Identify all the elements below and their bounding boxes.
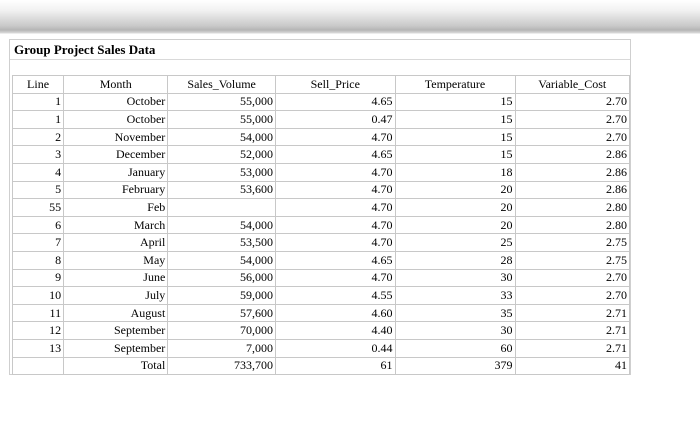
cell-temperature: 18 bbox=[395, 163, 515, 181]
cell-temperature: 28 bbox=[395, 251, 515, 269]
cell-variable-cost: 2.86 bbox=[515, 181, 630, 199]
cell-sell-price: 4.65 bbox=[276, 251, 396, 269]
column-header-sell-price: Sell_Price bbox=[276, 76, 396, 94]
cell-sell-price: 4.65 bbox=[276, 93, 396, 111]
cell-line: 11 bbox=[13, 304, 64, 322]
cell-temperature: 20 bbox=[395, 216, 515, 234]
table-row bbox=[13, 146, 630, 164]
cell-sales-volume: 55,000 bbox=[168, 111, 276, 129]
cell-temperature: 30 bbox=[395, 269, 515, 287]
table-row bbox=[13, 339, 630, 357]
cell-variable-cost: 2.86 bbox=[515, 146, 630, 164]
cell-variable-cost: 2.71 bbox=[515, 339, 630, 357]
cell-sell-price: 0.47 bbox=[276, 111, 396, 129]
cell-variable-cost: 2.75 bbox=[515, 251, 630, 269]
cell-variable-cost: 2.86 bbox=[515, 163, 630, 181]
column-header-variable-cost: Variable_Cost bbox=[515, 76, 630, 94]
total-row bbox=[13, 357, 630, 375]
cell-variable-cost: 2.71 bbox=[515, 322, 630, 340]
table-row bbox=[13, 287, 630, 305]
table-row bbox=[13, 111, 630, 129]
table-row bbox=[13, 234, 630, 252]
table-header-row bbox=[13, 76, 630, 94]
column-header-sales-volume: Sales_Volume bbox=[168, 76, 276, 94]
table-row bbox=[13, 269, 630, 287]
cell-temperature: 60 bbox=[395, 339, 515, 357]
cell-sales-volume: 7,000 bbox=[168, 339, 276, 357]
cell-temperature: 15 bbox=[395, 111, 515, 129]
cell-line: 8 bbox=[13, 251, 64, 269]
cell-sell-price: 4.70 bbox=[276, 234, 396, 252]
cell-line: 4 bbox=[13, 163, 64, 181]
table-row bbox=[13, 199, 630, 217]
cell-month: August bbox=[64, 304, 168, 322]
cell-sell-price: 4.70 bbox=[276, 199, 396, 217]
cell-line: 13 bbox=[13, 339, 64, 357]
cell-line: 2 bbox=[13, 128, 64, 146]
cell-month: September bbox=[64, 322, 168, 340]
cell-month: January bbox=[64, 163, 168, 181]
cell-sell-price: 4.70 bbox=[276, 216, 396, 234]
cell-line: 5 bbox=[13, 181, 64, 199]
cell-line: 6 bbox=[13, 216, 64, 234]
cell-variable-cost: 2.80 bbox=[515, 216, 630, 234]
cell-sales-volume: 57,600 bbox=[168, 304, 276, 322]
cell-line: 55 bbox=[13, 199, 64, 217]
cell-sales-volume: 59,000 bbox=[168, 287, 276, 305]
table-body bbox=[13, 93, 630, 375]
cell-sales-volume: 54,000 bbox=[168, 251, 276, 269]
cell-sales-volume: 54,000 bbox=[168, 216, 276, 234]
cell-variable-cost: 2.70 bbox=[515, 128, 630, 146]
table-row bbox=[13, 128, 630, 146]
cell-line: 1 bbox=[13, 111, 64, 129]
cell-sales-volume: 53,000 bbox=[168, 163, 276, 181]
cell-sell-price: 4.55 bbox=[276, 287, 396, 305]
table-row bbox=[13, 181, 630, 199]
column-header-line: Line bbox=[13, 76, 64, 94]
cell-line: 9 bbox=[13, 269, 64, 287]
total-label: Total bbox=[64, 357, 168, 375]
cell-sales-volume: 53,500 bbox=[168, 234, 276, 252]
cell-variable-cost: 2.75 bbox=[515, 234, 630, 252]
cell-variable-cost: 2.70 bbox=[515, 269, 630, 287]
cell-temperature: 25 bbox=[395, 234, 515, 252]
cell-temperature: 30 bbox=[395, 322, 515, 340]
cell-sales-volume: 52,000 bbox=[168, 146, 276, 164]
cell-month: March bbox=[64, 216, 168, 234]
cell-temperature: 20 bbox=[395, 199, 515, 217]
cell-month: December bbox=[64, 146, 168, 164]
cell-sell-price: 4.40 bbox=[276, 322, 396, 340]
table-row bbox=[13, 93, 630, 111]
table-row bbox=[13, 251, 630, 269]
cell-sales-volume: 53,600 bbox=[168, 181, 276, 199]
cell-sell-price: 4.70 bbox=[276, 163, 396, 181]
table-row bbox=[13, 322, 630, 340]
cell-temperature: 15 bbox=[395, 128, 515, 146]
cell-month: July bbox=[64, 287, 168, 305]
cell-month: May bbox=[64, 251, 168, 269]
cell-month: November bbox=[64, 128, 168, 146]
column-header-temperature: Temperature bbox=[395, 76, 515, 94]
cell-sales-volume: 56,000 bbox=[168, 269, 276, 287]
cell-month: October bbox=[64, 93, 168, 111]
cell-sell-price: 0.44 bbox=[276, 339, 396, 357]
cell-month: Feb bbox=[64, 199, 168, 217]
cell-line-empty bbox=[13, 357, 64, 375]
cell-month: June bbox=[64, 269, 168, 287]
cell-line: 1 bbox=[13, 93, 64, 111]
cell-temperature: 15 bbox=[395, 146, 515, 164]
cell-variable-cost: 2.80 bbox=[515, 199, 630, 217]
cell-temperature: 20 bbox=[395, 181, 515, 199]
cell-month: October bbox=[64, 111, 168, 129]
cell-line: 3 bbox=[13, 146, 64, 164]
cell-variable-cost: 2.70 bbox=[515, 287, 630, 305]
cell-temperature: 15 bbox=[395, 93, 515, 111]
cell-temperature: 35 bbox=[395, 304, 515, 322]
total-sales-volume: 733,700 bbox=[168, 357, 276, 375]
cell-sales-volume: 70,000 bbox=[168, 322, 276, 340]
cell-month: February bbox=[64, 181, 168, 199]
table-row bbox=[13, 304, 630, 322]
cell-sell-price: 4.70 bbox=[276, 181, 396, 199]
cell-line: 12 bbox=[13, 322, 64, 340]
cell-sales-volume bbox=[168, 199, 276, 217]
top-edge-shadow bbox=[0, 0, 700, 34]
sales-data-sheet bbox=[9, 39, 631, 375]
cell-sales-volume: 54,000 bbox=[168, 128, 276, 146]
cell-sell-price: 4.70 bbox=[276, 269, 396, 287]
cell-month: September bbox=[64, 339, 168, 357]
cell-line: 7 bbox=[13, 234, 64, 252]
table-row bbox=[13, 163, 630, 181]
cell-month: April bbox=[64, 234, 168, 252]
total-sell-price: 61 bbox=[276, 357, 396, 375]
table-row bbox=[13, 216, 630, 234]
cell-temperature: 33 bbox=[395, 287, 515, 305]
cell-sales-volume: 55,000 bbox=[168, 93, 276, 111]
cell-line: 10 bbox=[13, 287, 64, 305]
cell-sell-price: 4.65 bbox=[276, 146, 396, 164]
column-header-month: Month bbox=[64, 76, 168, 94]
cell-sell-price: 4.70 bbox=[276, 128, 396, 146]
cell-variable-cost: 2.70 bbox=[515, 93, 630, 111]
cell-variable-cost: 2.70 bbox=[515, 111, 630, 129]
total-temperature: 379 bbox=[395, 357, 515, 375]
sales-data-table bbox=[12, 75, 630, 375]
sheet-title: Group Project Sales Data bbox=[14, 42, 156, 57]
cell-variable-cost: 2.71 bbox=[515, 304, 630, 322]
total-variable-cost: 41 bbox=[515, 357, 630, 375]
title-divider bbox=[10, 59, 630, 60]
cell-sell-price: 4.60 bbox=[276, 304, 396, 322]
